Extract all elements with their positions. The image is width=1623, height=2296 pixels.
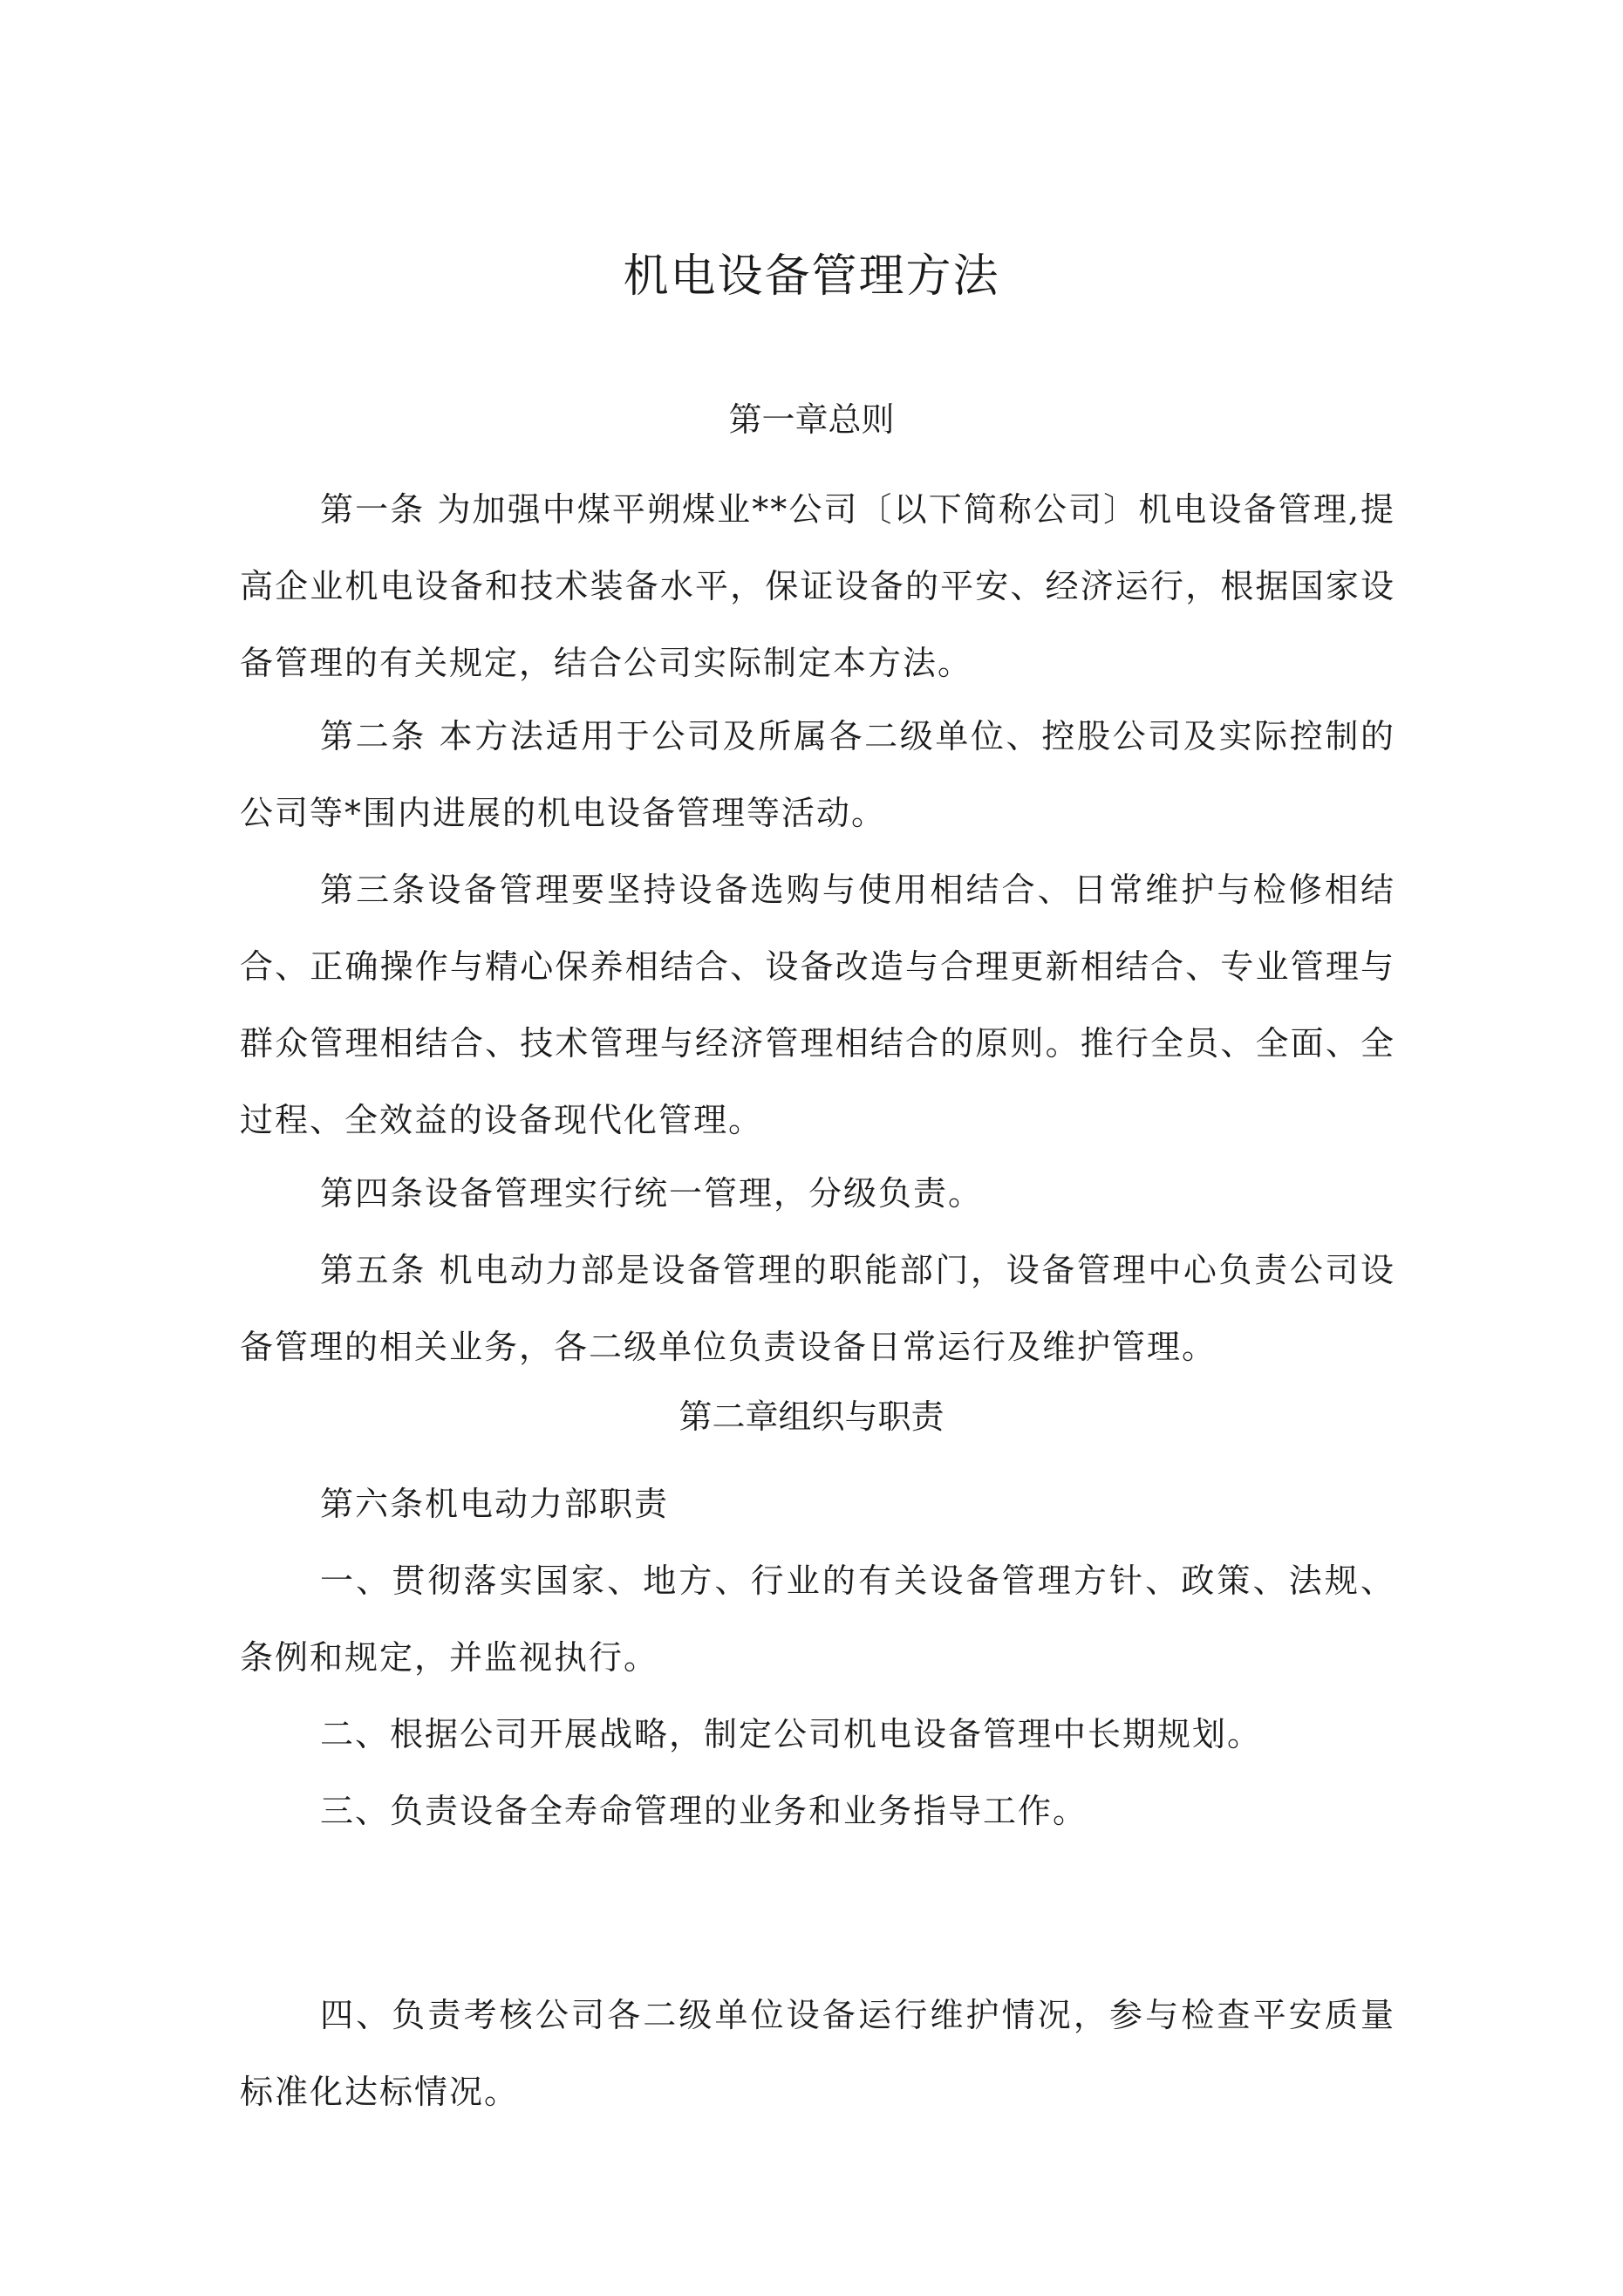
duty-item-3: 三、负责设备全寿命管理的业务和业务指导工作。 bbox=[320, 1792, 1088, 1830]
article-5: 第五条 机电动力部是设备管理的职能部门，设备管理中心负责公司设备管理的相关业务，各二级单位负责设备日常运行及维护管理。 bbox=[240, 1251, 1395, 1366]
duty-item-4: 四、负责考核公司各二级单位设备运行维护情况，参与检查平安质量标准化达标情况。 bbox=[240, 1996, 1395, 2111]
article-6: 第六条机电动力部职责 bbox=[320, 1485, 670, 1523]
article-1: 第一条 为加强中煤平朔煤业**公司〔以下简称公司〕机电设备管理,提高企业机电设备和技术装备水平，保证设备的平安、经济运行，根据国家设备管理的有关规定，结合公司实际制定本方法。 bbox=[240, 490, 1395, 682]
duty-item-1: 一、贯彻落实国家、地方、行业的有关设备管理方针、政策、法规、条例和规定，并监视执行。 bbox=[240, 1561, 1395, 1677]
document-title: 机电设备管理方法 bbox=[623, 250, 1000, 303]
article-4: 第四条设备管理实行统一管理，分级负责。 bbox=[320, 1174, 984, 1213]
chapter-2-heading: 第二章组织与职责 bbox=[679, 1397, 944, 1436]
article-3: 第三条设备管理要坚持设备选购与使用相结合、日常维护与检修相结合、正确操作与精心保养相结合、设备改造与合理更新相结合、专业管理与群众管理相结合、技术管理与经济管理相结合的原则。推行全员、全面、全过程、全效益的设备现代化管理。 bbox=[240, 871, 1395, 1139]
duty-item-2: 二、根据公司开展战略，制定公司机电设备管理中长期规划。 bbox=[320, 1715, 1263, 1753]
article-2: 第二条 本方法适用于公司及所属各二级单位、控股公司及实际控制的公司等*围内进展的机电设备管理等活动。 bbox=[240, 717, 1395, 832]
chapter-1-heading: 第一章总则 bbox=[728, 400, 895, 439]
